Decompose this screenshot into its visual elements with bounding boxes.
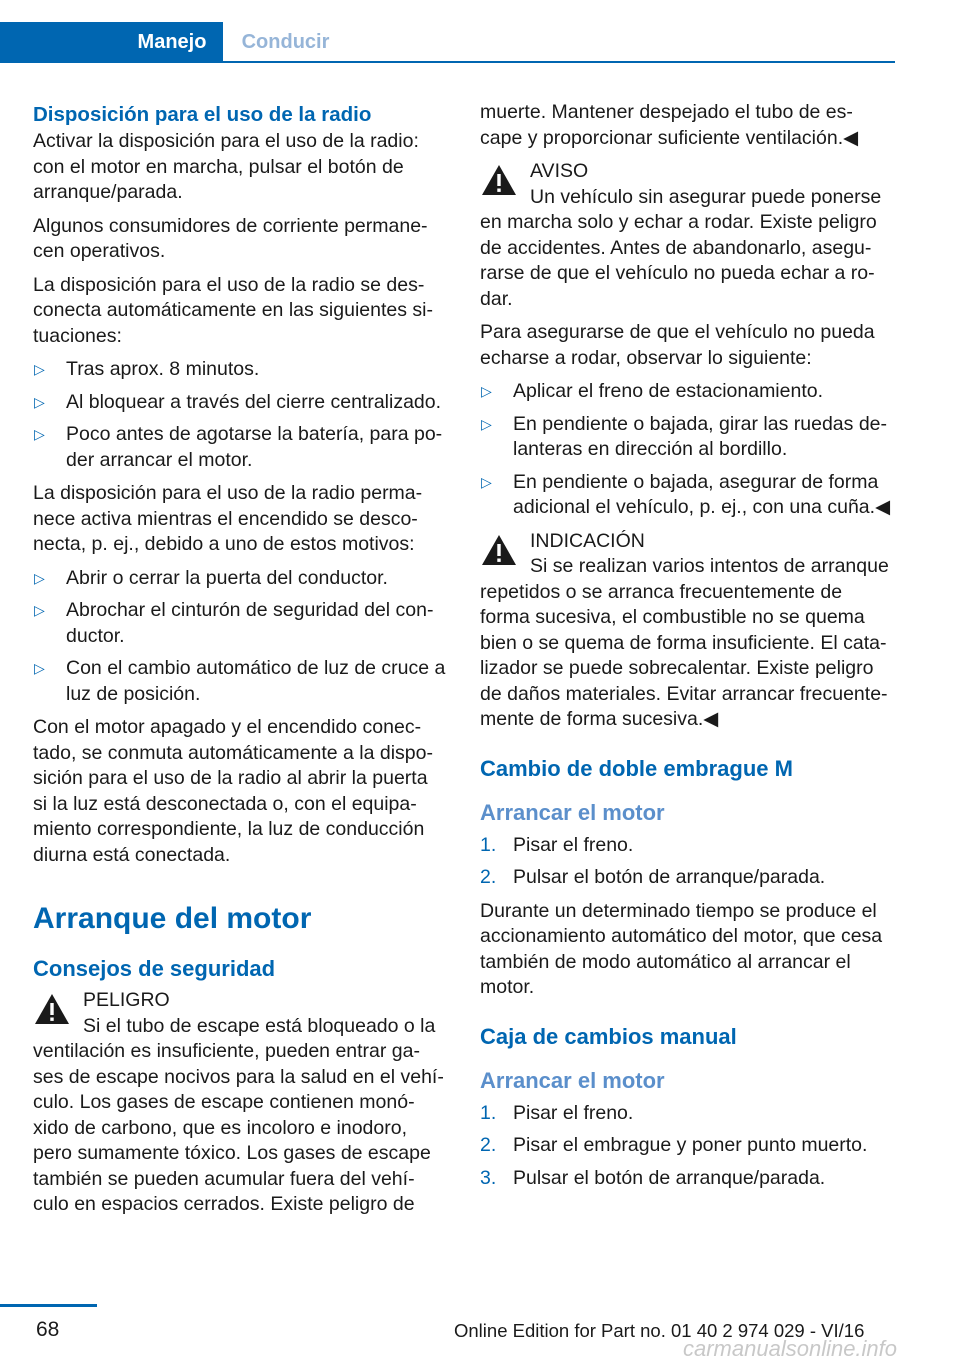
danger-keyword: PELIGRO [83,989,170,1011]
radio-list-1 [33,357,447,473]
list-item: 2. Pulsar el botón de arranque/parada. [480,866,826,888]
aviso-text: Un vehículo sin asegurar puede ponerse en marcha solo y echar a rodar. Existe peligro de accidentes. Antes de abandonarlo, asegu‐ rarse de que el vehículo no pueda echar a ro‐ dar. [480,185,882,310]
list-item: ▷ En pendiente o bajada, girar las ruedas de‐ lanteras en dirección al bordillo. [480,412,894,463]
radio-list-2 [33,566,447,708]
left-column [33,102,447,1226]
dct-section-title: Cambio de doble embrague M [480,755,793,781]
list-item: ▷ Poco antes de agotarse la batería, para po‐ der arrancar el motor. [33,422,447,473]
paragraph: Con el motor apagado y el encendido conec‐ tado, se conmuta automáticamente a la dispo‐ sición para el uso de la radio al abrir la puerta si la luz está desconectada o, con el equipa‐ miento correspondiente, la luz de conducción diurna está conectada. [33,716,433,866]
watermark: carmanualsonline.info [683,1336,898,1361]
warning-triangle-icon [33,992,71,1026]
warning-triangle-icon [480,163,518,197]
edition-text: Online Edition for Part no. 01 40 2 974 029 - VI/16 [454,1320,865,1341]
danger-notice [33,988,447,1218]
right-column [480,100,894,1199]
header-rule [0,61,895,63]
danger-text: Si el tubo de escape está bloqueado o la ventilación es insuficiente, pueden entrar ga‐ ses de escape nocivos para la salud en el vehí‐ culo. Los gases de escape contienen monó‐ xido de carbono, que es incoloro e inodoro, pero sumamente tóxico. Los gases de escape también se pueden acumular fuera del vehí‐ culo en espacios cerrados. Existe peligro de [33,1014,444,1215]
dct-subtitle: Arrancar el motor [480,799,665,825]
header-tab-blank [0,22,121,63]
list-item: ▷ Tras aprox. 8 minutos. [33,357,447,383]
paragraph: muerte. Mantener despejado el tubo de es‐ cape y proporcionar suficiente ventilación.◀ [480,101,859,149]
note-notice [480,529,894,733]
aviso-notice [480,159,894,312]
list-item: ▷ Abrir o cerrar la puerta del conductor. [33,566,447,592]
list-item: 3. Pulsar el botón de arranque/parada. [480,1166,826,1189]
paragraph: Para asegurarse de que el vehículo no pueda echarse a rodar, observar lo siguiente: [480,321,875,369]
dct-steps [480,833,894,891]
list-item: ▷ Al bloquear a través del cierre centralizado. [33,390,447,416]
footer-rule [0,1304,97,1307]
list-item: ▷ Con el cambio automático de luz de cruce a luz de posición. [33,656,447,707]
chapter-title: Arranque del motor [33,902,312,935]
list-item: 1. Pisar el freno. [480,833,634,856]
note-keyword: INDICACIÓN [530,529,645,552]
paragraph: Algunos consumidores de corriente permane‐ cen operativos. [33,214,428,262]
radio-section-title: Disposición para el uso de la radio [33,103,372,126]
tab-manejo[interactable]: Manejo [121,22,223,63]
list-item: 1. Pisar el freno. [480,1101,634,1124]
manual-section-title: Caja de cambios manual [480,1023,737,1049]
list-item: ▷ En pendiente o bajada, asegurar de forma adicional el vehículo, p. ej., con una cuña.◀ [480,470,894,521]
page-number: 68 [36,1318,60,1341]
paragraph: La disposición para el uso de la radio perma‐ nece activa mientras el encendido se desco‐ necta, p. ej., debido a uno de estos motivos: [33,482,423,555]
warning-triangle-icon [480,533,518,567]
manual-subtitle: Arrancar el motor [480,1067,665,1093]
page-header [0,0,895,62]
list-item: ▷ Abrochar el cinturón de seguridad del con‐ ductor. [33,598,447,649]
secure-list [480,379,894,521]
note-text: Si se realizan varios intentos de arranque repetidos o se arranca frecuentemente de forma sucesiva, el combustible no se quema bien o se quema de forma insuficiente. El cata‐ lizador se puede sobrecalentar. Existe peligro de daños materiales. Evitar arrancar frecuente‐ mente de forma sucesiva.◀ [480,555,889,730]
paragraph: Durante un determinado tiempo se produce el accionamiento automático del motor, que cesa también de modo automático al arrancar el motor. [480,899,883,998]
paragraph: Activar la disposición para el uso de la radio: con el motor en marcha, pulsar el botón de arranque/parada. [33,130,419,203]
manual-steps [480,1101,894,1192]
list-item: 2. Pisar el embrague y poner punto muerto. [480,1134,868,1156]
list-item: ▷ Aplicar el freno de estacionamiento. [480,379,894,405]
aviso-keyword: AVISO [530,160,589,182]
tab-conducir[interactable]: Conducir [241,31,330,53]
safety-section-title: Consejos de seguridad [33,956,276,981]
paragraph: La disposición para el uso de la radio se des‐ conecta automáticamente en las siguientes si‐ tuaciones: [33,273,433,347]
